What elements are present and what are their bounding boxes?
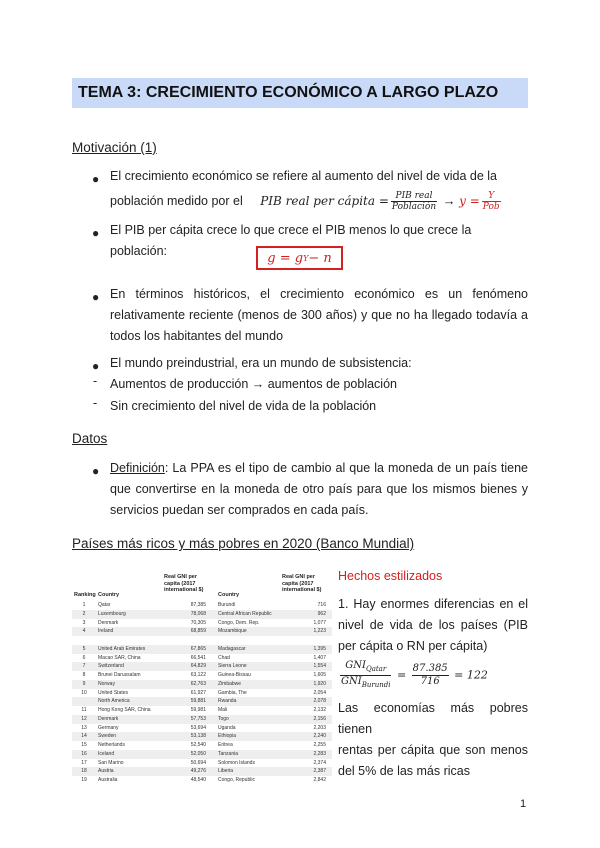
heading-datos: Datos (72, 431, 108, 446)
value-cell-2: 2,156 (313, 715, 326, 722)
text-line: relativamente reciente (menos de 300 años) y que no ha llegado todavía a (110, 308, 528, 322)
country-cell-2: Zimbabwe (218, 680, 242, 687)
country-cell: Switzerland (98, 663, 124, 670)
rank-cell: 2 (82, 610, 86, 617)
value-cell: 50,694 (190, 759, 206, 766)
value-cell: 62,763 (190, 680, 206, 687)
country-cell-2: Burundi (218, 602, 236, 608)
text-line: servicios puedan ser comprados en cada país. (110, 503, 369, 517)
text-line: per cápita o RN per cápita) (338, 639, 488, 653)
country-cell: United States (98, 689, 129, 696)
table-row (72, 662, 332, 671)
country-cell: United Arab Emirates (98, 645, 146, 652)
value-cell-2: 1,077 (313, 619, 326, 626)
value-cell-2: 1,605 (313, 672, 326, 678)
formula-lhs: PIB real per cápita = (260, 194, 389, 208)
country-cell-2: Ethiopia (218, 733, 237, 740)
country-cell: North America (98, 698, 130, 705)
rank-cell: 6 (82, 654, 86, 661)
formula-minus-n: − n (308, 250, 332, 266)
country-cell: Brunei Darussalam (98, 672, 141, 678)
country-cell-2: Uganda (218, 724, 236, 731)
country-cell-2: Guinea-Bissau (218, 672, 251, 678)
value-cell: 78,068 (190, 610, 206, 617)
table-header-country: Country (98, 592, 120, 598)
value-cell-2: 2,132 (313, 707, 326, 713)
rank-cell: 7 (82, 663, 86, 670)
value-cell-2: 1,395 (313, 645, 326, 652)
table-header-line: Real GNI per (164, 574, 198, 580)
text-line: Las economías más pobres tienen (338, 701, 528, 736)
paragraph-motivacion-4: El mundo preindustrial, era un mundo de subsistencia: (110, 356, 412, 370)
rank-cell: 3 (82, 619, 86, 626)
value-cell-2: 1,407 (313, 654, 326, 661)
value-cell: 59,881 (190, 698, 206, 705)
bullet-4: ● (92, 359, 100, 373)
country-cell-2: Rwanda (218, 698, 237, 705)
fraction-values (412, 663, 449, 688)
table-header-line: international $) (282, 587, 322, 593)
table-row (72, 654, 332, 663)
rank-cell: 18 (81, 768, 87, 775)
country-cell: Denmark (98, 715, 119, 722)
text-line: población medido por el (110, 194, 243, 208)
value-cell: 70,305 (190, 619, 206, 626)
value-cell: 52,050 (190, 750, 206, 757)
table-row (72, 627, 332, 636)
country-cell-2: Gambia, The (218, 689, 247, 696)
table-header-value (164, 574, 203, 594)
gni-sub-qatar: Qatar (365, 665, 387, 673)
paragraph-definicion (110, 458, 528, 521)
table-header-line: international $) (164, 587, 204, 593)
table-header-country-2: Country (218, 592, 240, 598)
table-row (72, 610, 332, 619)
bullet-5: ● (92, 464, 100, 478)
fraction-numerator: Y (482, 191, 501, 202)
rank-cell: 12 (81, 715, 87, 722)
formula-y-lhs: y = (459, 194, 480, 208)
rank-cell: 17 (81, 759, 87, 766)
country-cell-2: Chad (218, 654, 230, 661)
text-line: En términos históricos, el crecimiento económico es un fenómeno (110, 287, 528, 301)
value-cell: 61,927 (190, 689, 206, 696)
table-row (72, 689, 332, 698)
country-cell-2: Liberia (218, 768, 234, 775)
dash-item-1: Aumentos de producción → aumentos de población (110, 377, 397, 391)
country-cell: Hong Kong SAR, China (98, 707, 151, 713)
heading-motivacion: Motivación (1) (72, 140, 157, 155)
formula-box-growth (256, 246, 343, 270)
rank-cell: 15 (81, 742, 87, 748)
gni-table (72, 568, 332, 783)
ratio-result: = 122 (454, 668, 488, 682)
table-row (72, 724, 332, 733)
value-cell: 64,829 (190, 663, 206, 670)
value-cell: 57,753 (190, 715, 206, 722)
dash-1: - (93, 374, 98, 388)
text-line: del 5% de las más ricas (338, 764, 471, 778)
country-cell: Austria (98, 768, 114, 775)
fraction-denominator: Pob (482, 202, 500, 212)
text-line: rentas per cápita que son menos (338, 743, 528, 757)
value-cell: 63,122 (190, 672, 206, 678)
fraction-numerator (340, 660, 391, 676)
country-cell: Sweden (98, 733, 117, 740)
country-cell: Qatar (98, 602, 111, 608)
value-cell-2: 2,240 (313, 733, 326, 740)
table-row (72, 636, 332, 645)
table-row (72, 697, 332, 706)
fraction-denominator: 716 (420, 676, 440, 687)
text-line: que convertirse en la moneda de otro país para que los mismos bienes y (110, 482, 528, 496)
table-row (72, 759, 332, 768)
gni-label: GNI (345, 660, 366, 671)
value-cell-2: 2,842 (313, 777, 326, 783)
table-header-line: capita (2017 (164, 580, 196, 587)
paragraph-hechos-2 (338, 698, 528, 782)
fraction-numerator: 87.385 (412, 663, 448, 674)
table-header-line: capita (2017 (282, 580, 314, 587)
formula-g: g = g (267, 250, 304, 266)
equals-sign: = (396, 668, 407, 682)
text-line: todos los habitantes del mundo (110, 329, 284, 343)
value-cell-2: 2,255 (313, 742, 326, 748)
value-cell-2: 2,374 (313, 759, 326, 766)
value-cell: 49,276 (190, 768, 206, 775)
country-cell-2: Solomon Islands (218, 759, 255, 766)
table-row (72, 671, 332, 680)
rank-cell: 1 (82, 602, 86, 608)
value-cell: 67,865 (190, 645, 206, 652)
rank-cell: 13 (81, 724, 87, 731)
text-line: El crecimiento económico se refiere al aumento del nivel de vida de la (110, 169, 498, 183)
title-banner (72, 78, 528, 108)
country-cell-2: Tanzania (218, 750, 239, 757)
fraction-denominator: Población (391, 202, 437, 212)
country-cell-2: Eritrea (218, 742, 233, 748)
page-number: 1 (520, 798, 527, 810)
table-row (72, 645, 332, 654)
table-row (72, 680, 332, 689)
country-cell-2: Congo, Republic (218, 777, 255, 783)
text-line: nivel de vida de los países (PIB (338, 618, 528, 632)
value-cell: 66,541 (190, 654, 206, 661)
country-cell-2: Madagascar (218, 645, 246, 652)
table-header-line: Real GNI per (282, 574, 316, 580)
rank-cell: 16 (81, 750, 87, 757)
paragraph-motivacion-3 (110, 284, 528, 347)
fraction-denominator (340, 676, 391, 691)
text-line: 1. Hay enormes diferencias en el (338, 597, 528, 611)
heading-paises: Países más ricos y más pobres en 2020 (Banco Mundial) (72, 536, 415, 551)
paragraph-motivacion-1b (110, 190, 530, 212)
formula-gni-ratio (338, 660, 488, 691)
definition-text: : La PPA es el tipo de cambio al que la moneda de un país tiene (164, 461, 528, 475)
value-cell-2: 2,387 (313, 768, 326, 775)
value-cell: 59,981 (190, 707, 206, 713)
fraction-numerator: PIB real (391, 191, 437, 202)
rank-cell: 4 (82, 628, 86, 635)
table-row (72, 741, 332, 750)
country-cell-2: Congo, Dem. Rep. (218, 619, 260, 626)
definition-term: Definición (110, 461, 165, 475)
dash-item-2: Sin crecimiento del nivel de vida de la población (110, 399, 377, 413)
fraction-y-pob (482, 191, 501, 212)
country-cell: Australia (98, 777, 118, 783)
value-cell: 48,540 (190, 777, 206, 783)
value-cell-2: 2,283 (313, 750, 326, 757)
country-cell: Netherlands (98, 742, 125, 748)
paragraph-motivacion-1 (110, 166, 528, 187)
country-cell: San Marino (98, 759, 124, 766)
value-cell-2: 1,223 (313, 628, 326, 635)
country-cell-2: Central African Republic (218, 610, 272, 617)
rank-cell: 19 (81, 777, 87, 783)
arrow-icon: → (442, 193, 456, 208)
formula-y (459, 191, 503, 212)
country-cell-2: Togo (218, 715, 229, 722)
country-cell: Norway (98, 680, 115, 687)
value-cell-2: 1,554 (313, 663, 326, 670)
table-row (72, 619, 332, 628)
value-cell: 52,540 (190, 742, 206, 748)
dash-2: - (93, 396, 98, 410)
rank-cell: 14 (81, 733, 87, 740)
country-cell: Iceland (98, 750, 115, 757)
value-cell-2: 1,920 (313, 680, 326, 687)
value-cell-2: 2,078 (313, 698, 326, 705)
table-body (72, 601, 332, 785)
country-cell-2: Mali (218, 707, 228, 713)
paragraph-hechos-1 (338, 594, 528, 657)
value-cell-2: 716 (317, 602, 326, 608)
country-cell: Germany (98, 724, 119, 731)
rank-cell: 8 (82, 672, 86, 678)
fraction-pib-poblacion (391, 191, 437, 212)
formula-pib-per-capita (260, 191, 439, 212)
table-header-value-2 (282, 574, 321, 594)
paragraph-motivacion-2: El PIB per cápita crece lo que crece el PIB menos lo que crece la población: (110, 223, 472, 258)
table-row (72, 715, 332, 724)
table-row (72, 750, 332, 759)
page-title: TEMA 3: CRECIMIENTO ECONÓMICO A LARGO PLAZO (78, 84, 499, 101)
table-row (72, 767, 332, 776)
bullet-2: ● (92, 226, 100, 240)
bullet-3: ● (92, 290, 100, 304)
value-cell: 68,859 (190, 628, 206, 635)
table-header-ranking: Ranking (74, 592, 96, 598)
table-row (72, 601, 332, 610)
formula-superscript: Y (303, 253, 309, 263)
country-cell-2: Mozambique (218, 628, 247, 635)
fraction-gni (340, 660, 391, 691)
gni-sub-burundi: Burundi (361, 681, 391, 689)
table-row (72, 706, 332, 715)
gni-label: GNI (341, 676, 362, 687)
table-row (72, 776, 332, 785)
rank-cell: 9 (82, 680, 86, 687)
value-cell: 53,138 (190, 733, 206, 740)
country-cell: Luxembourg (98, 610, 126, 617)
rank-cell: 11 (81, 707, 87, 713)
value-cell-2: 2,054 (313, 689, 326, 696)
bullet-1: ● (92, 172, 100, 186)
table-row (72, 732, 332, 741)
country-cell-2: Sierra Leone (218, 663, 247, 670)
country-cell: Denmark (98, 619, 119, 626)
value-cell: 87,385 (190, 602, 206, 608)
country-cell: Macao SAR, China (98, 654, 141, 661)
rank-cell: 5 (82, 645, 86, 652)
heading-hechos: Hechos estilizados (338, 569, 443, 583)
value-cell: 53,694 (190, 724, 206, 731)
value-cell-2: 2,203 (313, 724, 326, 731)
rank-cell: 10 (81, 689, 87, 696)
country-cell: Ireland (98, 628, 114, 635)
value-cell-2: 962 (317, 610, 326, 617)
text-line (110, 458, 528, 479)
